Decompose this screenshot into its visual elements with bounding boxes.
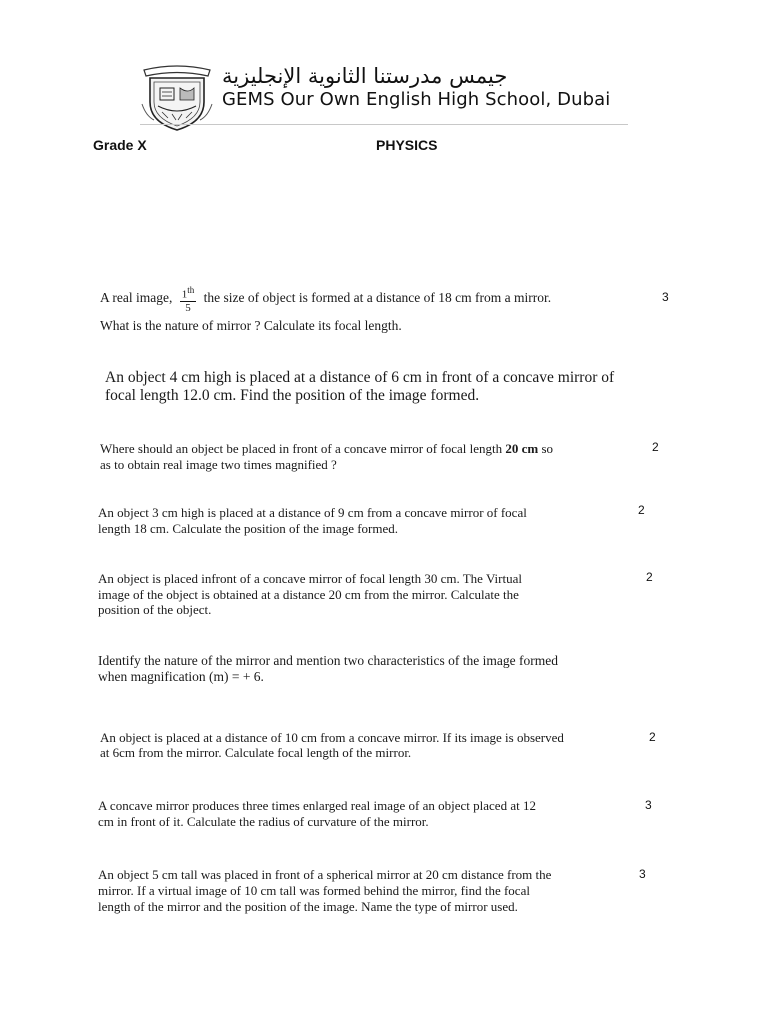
school-name-arabic: جيمس مدرستنا الثانوية الإنجليزية [222, 64, 508, 88]
grade-label: Grade X [93, 137, 147, 153]
question-text: the size of object is formed at a distance of 18 cm from a mirror. [203, 290, 552, 305]
question-7-marks: 2 [649, 730, 656, 744]
subject-title: PHYSICS [376, 137, 438, 153]
question-6-line-2: when magnification (m) = + 6. [98, 669, 264, 684]
question-5-line-3: position of the object. [98, 602, 212, 617]
question-5-line-2: image of the object is obtained at a distance 20 cm from the mirror. Calculate the [98, 587, 519, 602]
question-8-marks: 3 [645, 798, 652, 812]
question-8-line-1: A concave mirror produces three times enlarged real image of an object placed at 12 [98, 798, 536, 813]
question-9-line-1: An object 5 cm tall was placed in front of a spherical mirror at 20 cm distance from the [98, 867, 552, 882]
question-7-line-1: An object is placed at a distance of 10 cm from a concave mirror. If its image is observed [100, 730, 564, 745]
question-5-marks: 2 [646, 570, 653, 584]
question-3-marks: 2 [652, 440, 659, 454]
header-divider [140, 124, 628, 125]
question-1-marks: 3 [662, 290, 669, 304]
question-8-line-2: cm in front of it. Calculate the radius of curvature of the mirror. [98, 814, 429, 829]
question-2-line-1: An object 4 cm high is placed at a distance of 6 cm in front of a concave mirror of [105, 369, 615, 386]
question-1 [100, 284, 551, 314]
question-4-marks: 2 [638, 503, 645, 517]
school-crest-logo [138, 64, 216, 132]
question-9-line-2: mirror. If a virtual image of 10 cm tall was formed behind the mirror, find the focal [98, 883, 530, 898]
question-6-line-1: Identify the nature of the mirror and mention two characteristics of the image formed [98, 653, 558, 668]
question-5-line-1: An object is placed infront of a concave mirror of focal length 30 cm. The Virtual [98, 571, 522, 586]
question-7-line-2: at 6cm from the mirror. Calculate focal length of the mirror. [100, 745, 412, 760]
question-text: A real image, [100, 290, 173, 305]
question-3-line-2: as to obtain real image two times magnified ? [100, 457, 337, 472]
question-9-line-3: length of the mirror and the position of the image. Name the type of mirror used. [98, 899, 518, 914]
question-3-line-1: Where should an object be placed in front of a concave mirror of focal length 20 cm so [100, 441, 554, 456]
question-4-line-1: An object 3 cm high is placed at a distance of 9 cm from a concave mirror of focal [98, 505, 527, 520]
question-9-marks: 3 [639, 867, 646, 881]
question-2-line-2: focal length 12.0 cm. Find the position of the image formed. [105, 387, 480, 404]
fraction: $\frac{1^{th}}{5}$ [181, 285, 195, 314]
school-name-english: GEMS Our Own English High School, Dubai [222, 89, 611, 110]
question-4-line-2: length 18 cm. Calculate the position of the image formed. [98, 521, 399, 536]
question-1-line-2: What is the nature of mirror ? Calculate its focal length. [100, 318, 402, 333]
